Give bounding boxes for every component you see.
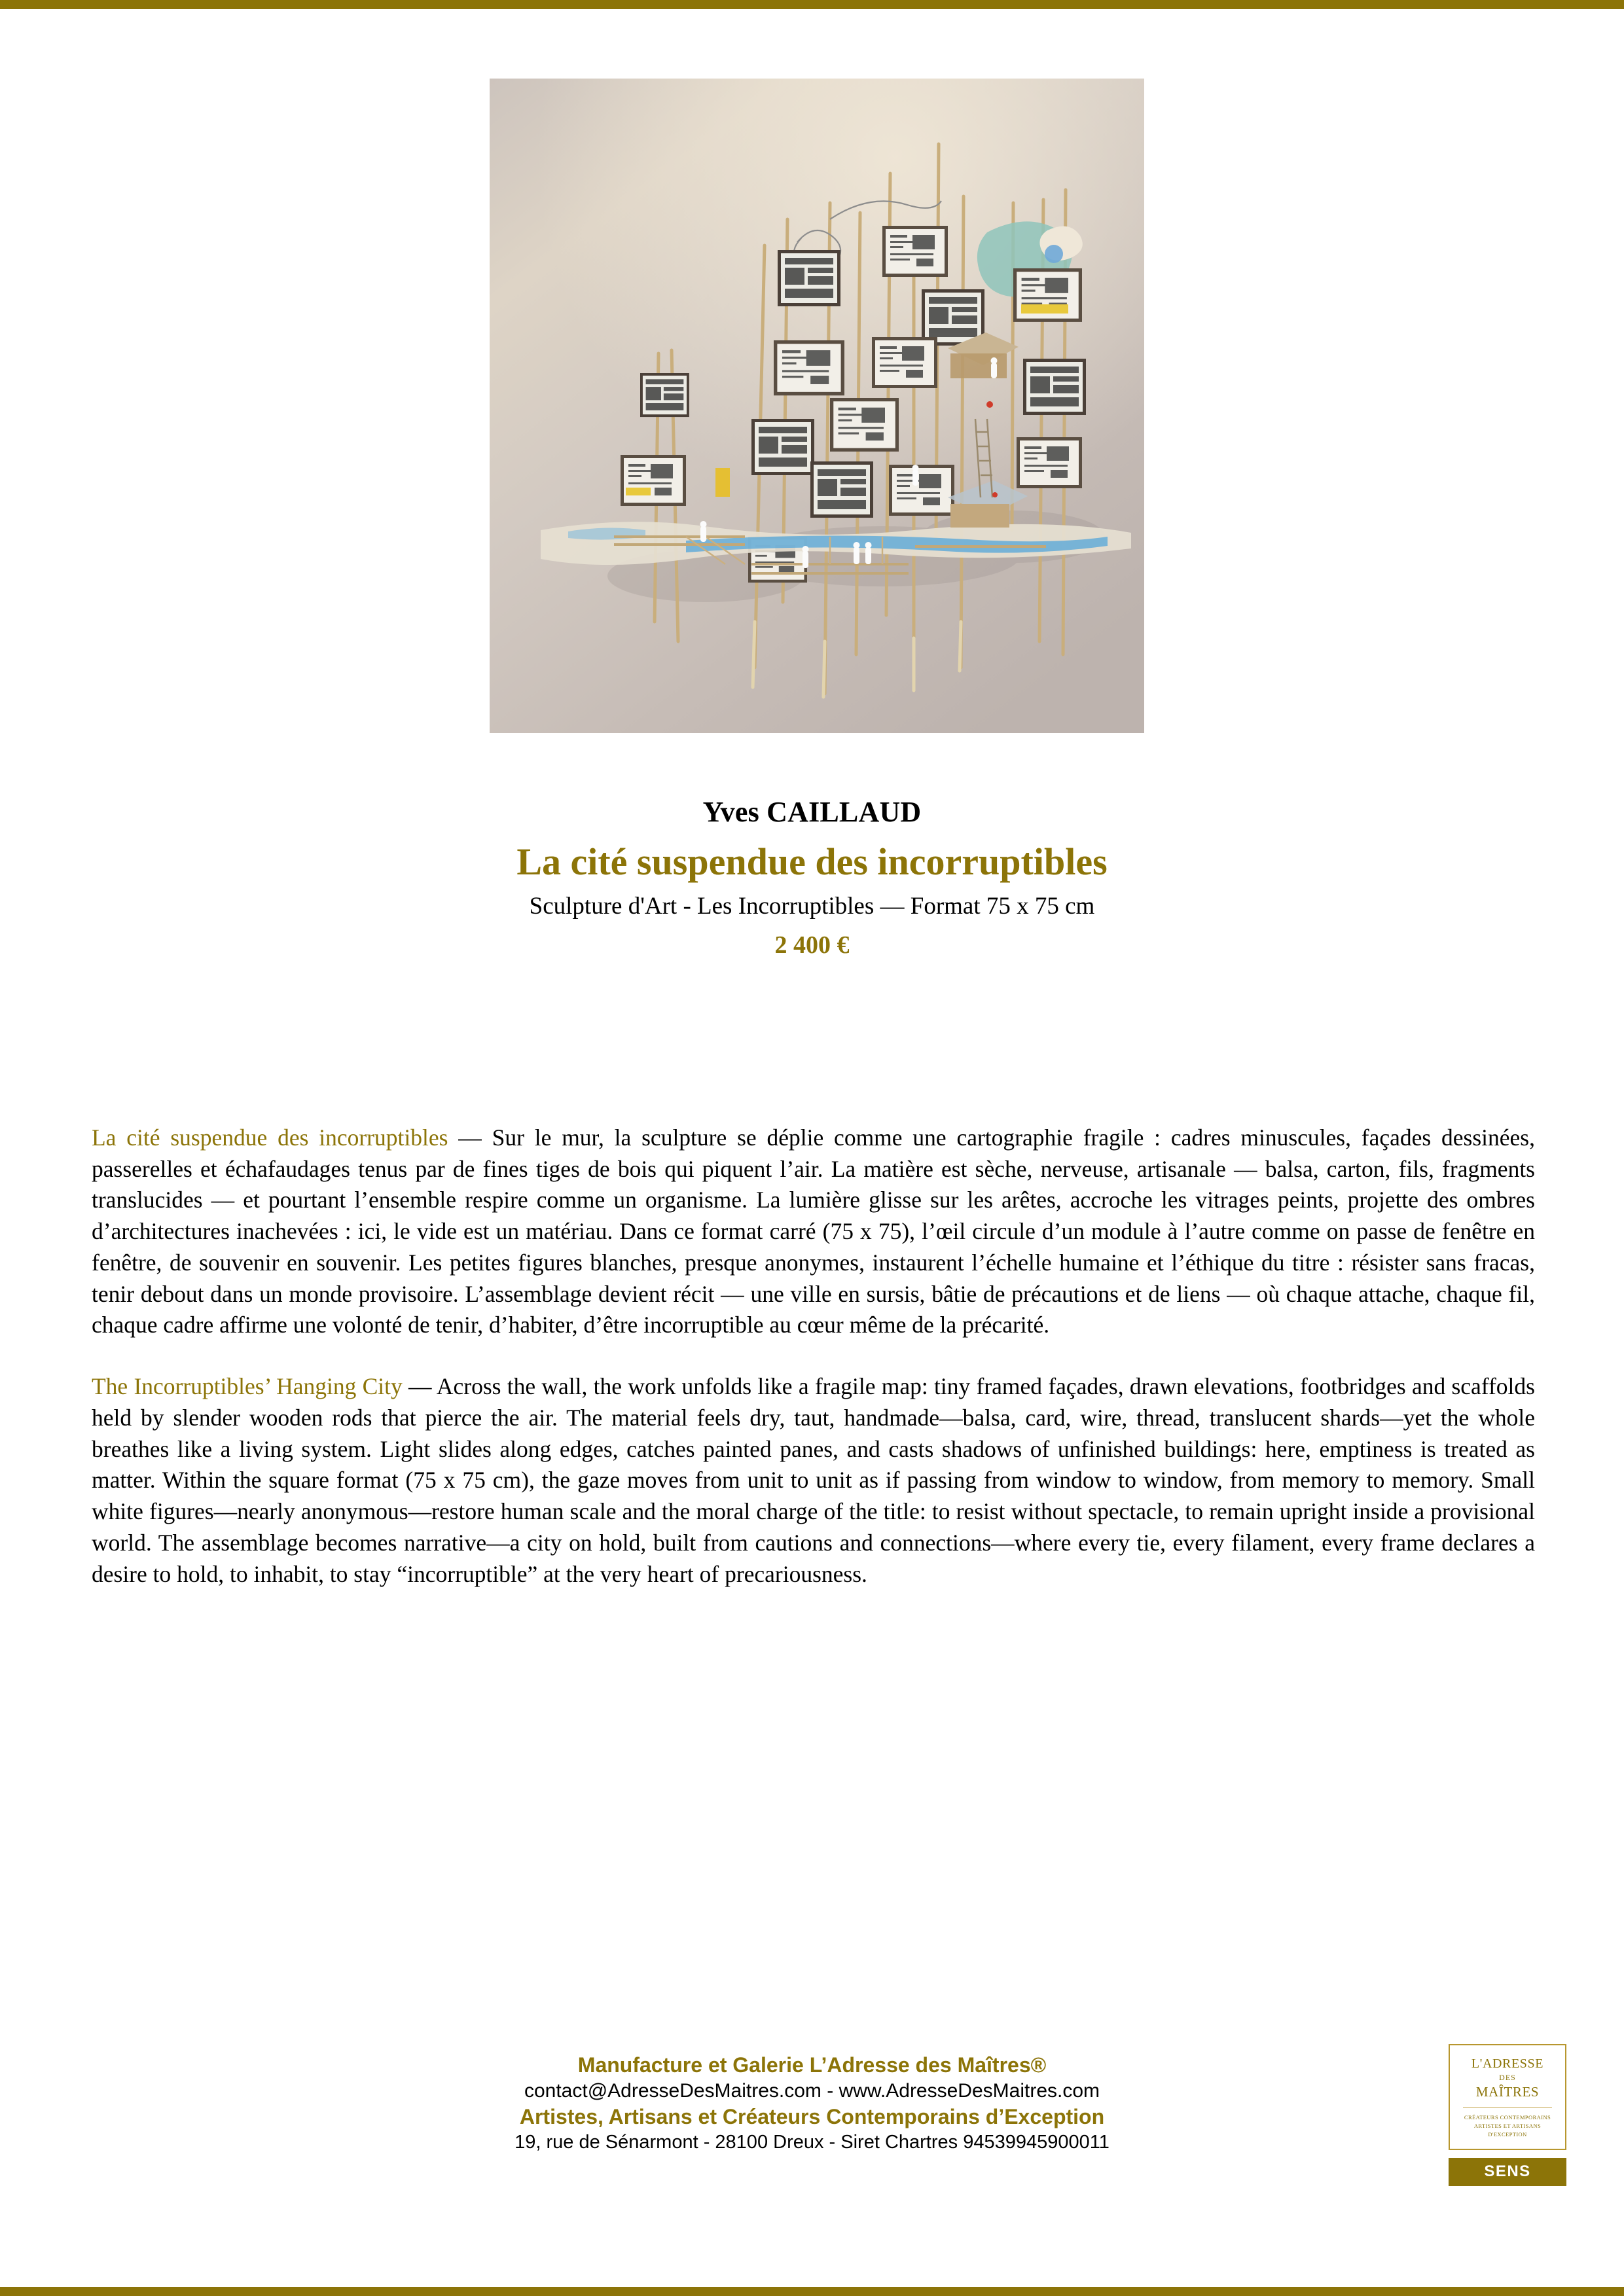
artist-name: Yves CAILLAUD xyxy=(702,796,922,828)
logo-subline-2: ARTISTES ET ARTISANS xyxy=(1473,2123,1542,2130)
paragraph-english-text: — Across the wall, the work unfolds like a fragile map: tiny framed façades, drawn elevations, footbridges and scaffolds held by slender wooden rods that pierce the air. The material feels dry, taut, handmade—balsa, card, wire, thread, translucent shards—yet the whole breathes like a living system. Light slides along edges, catches painted panes, and casts shadows of unfinished buildings: here, emptiness is treated as matter. Within the square format (75 x 75 cm), the gaze moves from unit to unit as if passing from window to window, from memory to memory. Small white figures—nearly anonymous—restore human scale and the moral charge of the title: to resist without spectacle, to remain upright inside a provisional world. The assemblage becomes narrative—a city on hold, built from cautions and connections—where every tie, every filament, every frame declares a desire to hold, to inhabit, to stay “incorruptible” at the very heart of precariousness. xyxy=(92,1373,1535,1587)
logo-maitres-text: MAÎTRES xyxy=(1475,2083,1540,2100)
logo-adresse-text: L'ADRESSE xyxy=(1471,2056,1544,2071)
logo-des-text: DES xyxy=(1499,2073,1516,2082)
paragraph-french-text: — Sur le mur, la sculpture se déplie comme une cartographie fragile : cadres minuscules, façades dessinées, passerelles et échafaudages tenus par de fines tiges de bois qui piquent l’air. La matière est sèche, nerveuse, artisanale — balsa, carton, fils, fragments translucides — et pourtant l’ensemble respire comme un organisme. La lumière glisse sur les arêtes, accroche les vitrages peints, projette des ombres d’architectures inachevées : ici, le vide est un matériau. Dans ce format carré (75 x 75), l’œil circule d’un module à l’autre comme on passe de fenêtre en fenêtre, de souvenir en souvenir. Les petites figures blanches, presque anonymes, instaurent l’échelle humaine et l’éthique du titre : résister sans fracas, tenir debout dans un monde provisoire. L’assemblage devient récit — une ville en sursis, bâtie de précautions et de liens — où chaque attache, chaque fil, chaque cadre affirme une volonté de tenir, d’habiter, d’être incorruptible au cœur même de la précarité. xyxy=(92,1124,1536,1338)
paragraph-english-lead: The Incorruptibles’ Hanging City xyxy=(92,1373,403,1400)
work-header xyxy=(0,795,1624,960)
page-title: La cité suspendue des incorruptibles xyxy=(516,840,1108,883)
artwork-image-container xyxy=(490,79,1144,733)
logo-divider xyxy=(1463,2107,1552,2108)
top-gold-rule xyxy=(0,0,1624,9)
paragraph-french-lead: La cité suspendue des incorruptibles xyxy=(92,1124,448,1151)
bottom-gold-rule xyxy=(0,2287,1624,2296)
brand-logo xyxy=(1449,2044,1566,2186)
footer-tagline: Artistes, Artisans et Créateurs Contemporains d’Exception xyxy=(519,2105,1105,2129)
footer-company-name: Manufacture et Galerie L’Adresse des Maîtres® xyxy=(577,2053,1047,2077)
logo-subline-3: D'EXCEPTION xyxy=(1488,2131,1527,2138)
work-subtitle: Sculpture d'Art - Les Incorruptibles — Format 75 x 75 cm xyxy=(529,893,1095,920)
artwork-photo xyxy=(490,79,1144,733)
logo-subline-1: CRÉATEURS CONTEMPORAINS xyxy=(1464,2114,1551,2121)
page-footer xyxy=(0,2052,1624,2155)
footer-address: 19, rue de Sénarmont - 28100 Dreux - Siret Chartres 94539945900011 xyxy=(514,2132,1110,2153)
sens-badge: SENS xyxy=(1449,2158,1566,2186)
logo-card xyxy=(1449,2044,1566,2150)
footer-contact[interactable]: contact@AdresseDesMaitres.com - www.AdresseDesMaitres.com xyxy=(524,2079,1100,2102)
description-body xyxy=(92,1122,1535,1620)
price-label: 2 400 € xyxy=(774,931,850,959)
paragraph-french xyxy=(92,1122,1535,1341)
paragraph-english xyxy=(92,1371,1535,1590)
